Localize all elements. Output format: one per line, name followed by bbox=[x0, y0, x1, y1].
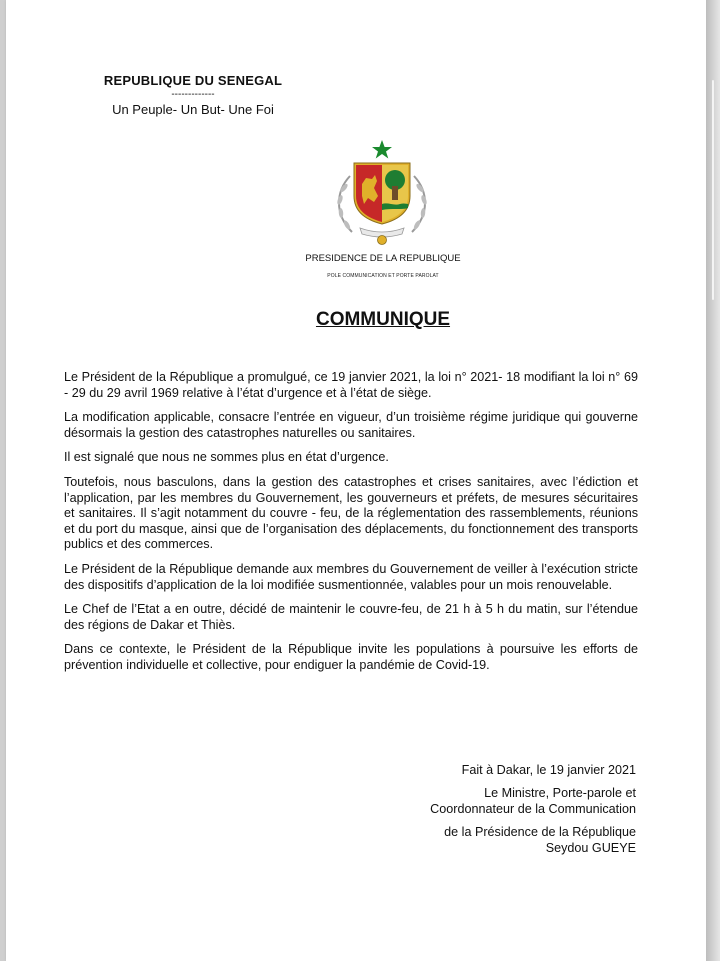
office-unit: POLE COMMUNICATION ET PORTE PAROLAT bbox=[327, 273, 439, 279]
signatory-name: Seydou GUEYE bbox=[545, 841, 636, 855]
page-edge-highlight bbox=[712, 80, 714, 300]
signature-block bbox=[336, 762, 636, 856]
document-page bbox=[6, 0, 706, 961]
paragraph: Toutefois, nous basculons, dans la gestion des catastrophes et crises sanitaires, avec l’édiction et l’application, par les membres du Gouvernement, les gouverneurs et préfets, de mesures sécuritaires et sanitaires. Il s’agit notamment du couvre - feu, de la réglementation des rassemblements, réunions et du port du masque, ainsi que de l’organisation des déplacements, du fonctionnement des transports publics et des commerces. bbox=[64, 474, 638, 552]
letterhead bbox=[90, 73, 296, 117]
document-title: COMMUNIQUE bbox=[315, 309, 451, 330]
communique-body bbox=[64, 370, 638, 683]
paragraph: Dans ce contexte, le Président de la République invite les populations à poursuive les efforts de prévention individuelle et collective, pour endiguer la pandémie de Covid-19. bbox=[64, 642, 638, 672]
signatory-role-line-3: de la Présidence de la République bbox=[444, 825, 636, 839]
paragraph: Le Chef de l’Etat a en outre, décidé de maintenir le couvre-feu, de 21 h à 5 h du matin, sur l’étendue des régions de Dakar et Thiès. bbox=[64, 602, 638, 632]
signatory-role-line-1: Le Ministre, Porte-parole et bbox=[484, 786, 636, 800]
paragraph: Il est signalé que nous ne sommes plus en état d’urgence. bbox=[64, 450, 389, 465]
signatory-role-line-2: Coordonnateur de la Communication bbox=[430, 802, 636, 816]
national-motto: Un Peuple- Un But- Une Foi bbox=[112, 102, 274, 117]
office-name: PRESIDENCE DE LA REPUBLIQUE bbox=[305, 253, 461, 264]
country-name: REPUBLIQUE DU SENEGAL bbox=[103, 73, 283, 88]
star-icon bbox=[372, 140, 392, 159]
paragraph: La modification applicable, consacre l’entrée en vigueur, d’un troisième régime juridique qui gouverne désormais la gestion des catastrophes naturelles ou sanitaires. bbox=[64, 410, 638, 440]
paragraph: Le Président de la République a promulgué, ce 19 janvier 2021, la loi n° 2021- 18 modifiant la loi n° 69 - 29 du 29 avril 1969 relative à l’état d’urgence et à l’état de siège. bbox=[64, 370, 638, 400]
place-and-date: Fait à Dakar, le 19 janvier 2021 bbox=[461, 763, 636, 777]
paragraph: Le Président de la République demande aux membres du Gouvernement de veiller à l’exécution stricte des dispositifs d’application de la loi modifiée susmentionnée, valables pour un mois renouvelable. bbox=[64, 561, 638, 592]
senegal-coat-of-arms-icon bbox=[322, 136, 442, 246]
header-separator: ------------- bbox=[171, 89, 215, 100]
